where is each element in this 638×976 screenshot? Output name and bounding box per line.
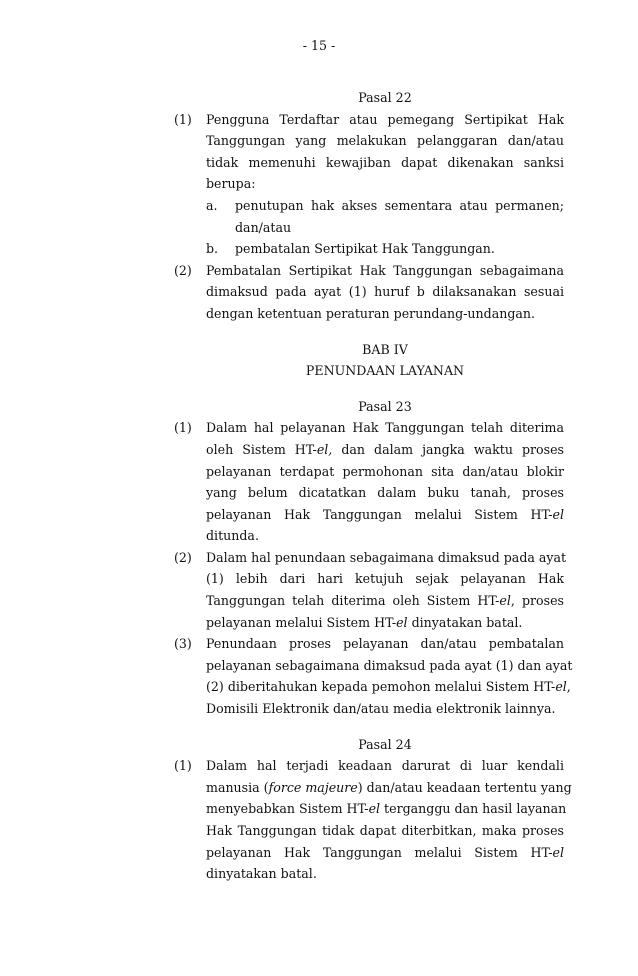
text-line: Pembatalan Sertipikat Hak Tanggungan sebagaimana xyxy=(206,262,564,278)
text-line: Dalam hal pelayanan Hak Tanggungan telah diterima xyxy=(206,420,564,436)
item-letter: b. xyxy=(206,241,219,257)
text-line: pelayanan sebagaimana dimaksud pada ayat (1) dan ayat xyxy=(206,657,573,673)
pasal-24-ayat-1 xyxy=(174,755,572,885)
text-line: pelayanan melalui Sistem HT-el dinyatakan batal. xyxy=(206,614,523,630)
list-item-b xyxy=(206,238,564,260)
pasal-22-ayat-1 xyxy=(174,109,564,260)
ayat-number: (1) xyxy=(174,758,192,774)
text-line: Dalam hal terjadi keadaan darurat di luar kendali xyxy=(206,758,564,774)
text-line: ditunda. xyxy=(206,528,259,544)
chapter-heading: BAB IV xyxy=(362,341,408,357)
pasal-22-ayat-2 xyxy=(174,260,564,325)
text-line: manusia (force majeure) dan/atau keadaan tertentu yang xyxy=(206,779,572,795)
text-line: pelayanan Hak Tanggungan melalui Sistem HT-el xyxy=(206,506,564,522)
text-line: Pengguna Terdaftar atau pemegang Sertipikat Hak xyxy=(206,111,564,127)
text-line: berupa: xyxy=(206,176,256,192)
text-line: Domisili Elektronik dan/atau media elektronik lainnya. xyxy=(206,701,556,717)
text-line: Hak Tanggungan tidak dapat diterbitkan, maka proses xyxy=(206,823,564,838)
pasal-23-ayat-3 xyxy=(174,633,573,719)
document-body xyxy=(174,87,573,885)
list-item-a xyxy=(206,195,564,238)
text-line: pembatalan Sertipikat Hak Tanggungan. xyxy=(235,241,495,257)
pasal-22-heading: Pasal 22 xyxy=(358,90,412,105)
text-line: Tanggungan telah diterima oleh Sistem HT-el, proses xyxy=(206,593,564,609)
text-line: pelayanan terdapat permohonan sita dan/atau blokir xyxy=(206,463,564,479)
text-line: yang belum dicatatkan dalam buku tanah, proses xyxy=(206,485,564,501)
text-line: menyebabkan Sistem HT-el terganggu dan hasil layanan xyxy=(206,801,567,817)
text-line: Penundaan proses pelayanan dan/atau pembatalan xyxy=(206,636,564,652)
ayat-number: (2) xyxy=(174,549,192,565)
pasal-23-heading: Pasal 23 xyxy=(358,398,412,414)
chapter-title: PENUNDAAN LAYANAN xyxy=(305,363,465,379)
pasal-23-ayat-1 xyxy=(174,417,564,547)
text-line: pelayanan Hak Tanggungan melalui Sistem HT-el xyxy=(206,844,564,860)
text-line: Tanggungan yang melakukan pelanggaran dan/atau xyxy=(206,133,564,149)
page-number: - 15 - xyxy=(302,38,336,53)
text-line: Dalam hal penundaan sebagaimana dimaksud pada ayat xyxy=(206,549,567,565)
pasal-24-heading: Pasal 24 xyxy=(358,736,412,752)
text-line: (1) lebih dari hari ketujuh sejak pelayanan Hak xyxy=(206,571,564,587)
pasal-23-ayat-2 xyxy=(174,547,567,633)
text-line: (2) diberitahukan kepada pemohon melalui Sistem HT-el, xyxy=(206,679,571,695)
text-line: dengan ketentuan peraturan perundang-undangan. xyxy=(206,305,536,321)
text-line: dan/atau xyxy=(235,219,292,235)
item-letter: a. xyxy=(206,197,218,213)
text-line: dinyatakan batal. xyxy=(206,866,317,882)
ayat-number: (1) xyxy=(174,420,192,436)
ayat-number: (3) xyxy=(174,636,192,652)
ayat-number: (1) xyxy=(174,111,192,127)
ayat-number: (2) xyxy=(174,262,192,278)
text-line: oleh Sistem HT-el, dan dalam jangka waktu proses xyxy=(206,441,564,457)
text-line: dimaksud pada ayat (1) huruf b dilaksanakan sesuai xyxy=(206,284,564,300)
text-line: penutupan hak akses sementara atau permanen; xyxy=(235,197,564,213)
text-line: tidak memenuhi kewajiban dapat dikenakan sanksi xyxy=(206,154,564,170)
